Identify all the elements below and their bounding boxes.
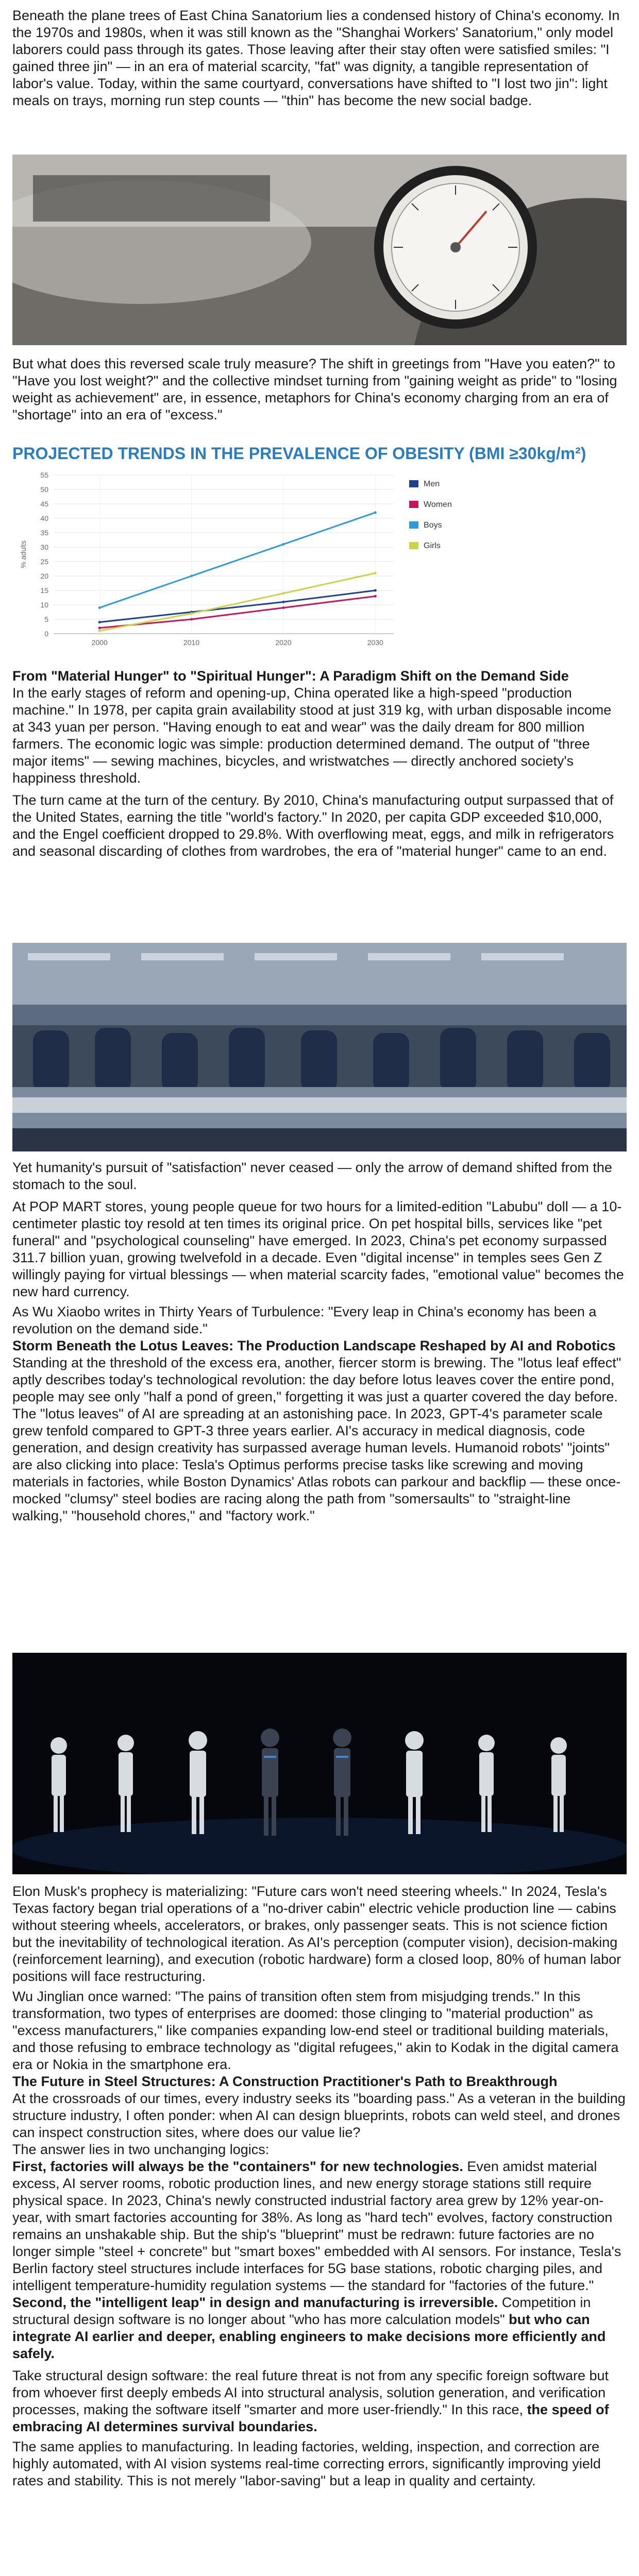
obesity-chart [12,443,627,659]
data-point-boys [190,575,193,578]
legend-swatch-girls [409,542,418,549]
chart-title: PROJECTED TRENDS IN THE PREVALENCE OF OBESITY (BMI ≥30kg/m²) [12,444,586,463]
data-point-men [282,601,284,603]
intro-paragraph: Beneath the plane trees of East China Sanatorium lies a condensed history of China's economy. In the 1970s and 1980s, when it was still known as the "Shanghai Workers' Sanatorium," only model laborers could pass through its gates. Those leaving after their stay often were satisfied smiles: "I gained three jin" — in an era of material scarcity, "fat" was dignity, a tangible representation of labor's value. Today, within the same courtyard, conversations have shifted to "I lost two jin": light meals on trays, morning run step counts — "thin" has become the new social badge. [12,8,620,108]
legend-swatch-boys [409,521,418,529]
legend-label-boys: Boys [424,521,442,530]
y-tick-label: 20 [40,572,48,580]
data-point-women [282,606,284,609]
data-point-women [190,618,193,621]
x-tick-label: 2020 [275,638,292,647]
heading-steel: The Future in Steel Structures: A Construction Practitioner's Path to Breakthrough [12,2074,558,2089]
y-tick-label: 5 [44,615,48,623]
data-point-boys [282,543,284,546]
data-point-men [98,621,101,623]
section-musk: Elon Musk's prophecy is materializing: "Future cars won't need steering wheels." In 2024, Tesla's Texas factory began trial operations of a "no-driver cabin" electric vehicle production line — cabins without steering wheels, accelerators, or brakes, only passenger seats. This is not science fiction but the inevitability of technological iteration. As AI's perception (computer vision), decision-making (reinforcement learning), and execution (robotic hardware) form a closed loop, 80% of human labor positions will face restructuring. Wu Jinglian once warned: "The pains of transition often stem from misjudging trends." In this transformation, two types of enterprises are doomed: those clinging to "material production" as "excess manufacturers," like companies expanding low-end steel or traditional building materials, and those refusing to embrace technology as "digital refugees," akin to Kodak in the digital camera era or Nokia in the smartphone era. The Future in Steel Structures: A Construction Practitioner's Path to Breakthrough At the crossroads of our times, every industry seeks its "boarding pass." As a veteran in the building structure industry, I often ponder: when AI can design blueprints, robots can weld steel, and drones can inspect construction sites, where does our value lie? The answer lies in two unchanging logics: First, factories will always be the "containers" for new technologies. Even amidst material excess, AI server rooms, robotic production lines, and new energy storage stations still require physical space. In 2023, China's newly constructed industrial factory area grew by 12% year-on-year, with smart factories accounting for 38%. As long as "hard tech" evolves, factory construction remains an unshakable ship. But the ship's "blueprint" must be redrawn: future factories are no longer simple "steel + concrete" but "smart boxes" embedded with AI sensors. For instance, Tesla's Berlin factory steel structures include interfaces for 5G base stations, robotic charging piles, and intelligent temperature-humidity regulation systems — the standard for "factories of the future." Second, the "intelligent leap" in design and manufacturing is irreversible. Competition in structural design software is no longer about "who has more calculation models" but who can integrate AI earlier and deeper, enabling engineers to make decisions more efficiently and safely. Take structural design software: the real future threat is not from any specific foreign software but from whoever first deeply embeds AI into structural analysis, solution generation, and verification processes, making the software itself "smarter and more user-friendly." In this race, the speed of embracing AI determines survival boundaries. The same applies to manufacturing. In leading factories, welding, inspection, and correction are highly automated, with AI vision systems real-time correcting errors, significantly improving yield rates and stability. This is not merely "labor-saving" but a leap in quality and certainty. [12,1883,627,2489]
legend-swatch-men [409,480,418,487]
measure-paragraph: But what does this reversed scale truly measure? The shift in greetings from "Have you eaten?" to "Have you lost weight?" and the collective mindset turning from "gaining weight as pride" to "losing weight as achievement" are, in essence, metaphors for China's economy charging from an era of "shortage" into an era of "excess." [12,356,617,422]
heading-demand: From "Material Hunger" to "Spiritual Hunger": A Paradigm Shift on the Demand Side [12,668,569,684]
data-point-girls [98,630,101,632]
y-tick-label: 40 [40,514,48,522]
humanoid-robots-photo [12,1653,627,1874]
y-axis-label: % adults [19,540,27,568]
data-point-boys [98,606,101,609]
y-tick-label: 55 [40,471,48,479]
series-line-men [99,590,375,622]
y-tick-label: 45 [40,500,48,508]
y-tick-label: 50 [40,485,48,494]
series-line-boys [99,513,375,608]
data-point-girls [190,612,193,615]
factory-workers-photo [12,943,627,1151]
x-tick-label: 2030 [367,638,383,647]
data-point-women [374,595,377,598]
data-point-boys [374,511,377,514]
data-point-girls [374,572,377,574]
y-tick-label: 15 [40,586,48,595]
obesity-line-chart [12,468,627,658]
y-tick-label: 25 [40,557,48,566]
data-point-men [374,589,377,592]
data-point-girls [282,592,284,595]
y-tick-label: 10 [40,601,48,609]
y-tick-label: 30 [40,543,48,551]
y-tick-label: 0 [44,630,48,638]
legend-label-men: Men [424,480,440,488]
legend-label-women: Women [424,500,452,509]
section-demand: From "Material Hunger" to "Spiritual Hunger": A Paradigm Shift on the Demand Side In the early stages of reform and opening-up, China operated like a high-speed "production machine." In 1978, per capita grain availability stood at just 319 kg, with urban disposable income at 343 yuan per person. "Having enough to eat and wear" was the daily dream for 800 million farmers. The economic logic was simple: production determined demand. The output of "three major items" — sewing machines, bicycles, and wristwatches — directly anchored society's happiness threshold. The turn came at the turn of the century. By 2010, China's manufacturing output surpassed that of the United States, earning the title "world's factory." In 2020, per capita GDP exceeded $10,000, and the Engel coefficient dropped to 29.8%. With overflowing meat, eggs, and milk in refrigerators and seasonal discarding of clothes from wardrobes, the era of "material hunger" came to an end. [12,668,627,860]
scale-photo [12,155,627,345]
data-point-women [98,626,101,629]
heading-ai: Storm Beneath the Lotus Leaves: The Production Landscape Reshaped by AI and Robotics [12,1338,616,1353]
x-tick-label: 2010 [183,638,200,647]
section-satisfaction: Yet humanity's pursuit of "satisfaction" never ceased — only the arrow of demand shifted from the stomach to the soul. At POP MART stores, young people queue for two hours for a limited-edition "Labubu" doll — a 10-centimeter plastic toy resold at ten times its original price. On pet hospital bills, services like "pet funeral" and "psychological counseling" have emerged. In 2023, China's pet economy surpassed 311.7 billion yuan, growing twelvefold in a decade. Even "digital incense" in temples sees Gen Z willingly paying for virtual blessings — when material scarcity fades, "emotional value" becomes the new hard currency. As Wu Xiaobo writes in Thirty Years of Turbulence: "Every leap in China's economy has been a revolution on the demand side." Storm Beneath the Lotus Leaves: The Production Landscape Reshaped by AI and Robotics Standing at the threshold of the excess era, another, fiercer storm is brewing. The "lotus leaf effect" aptly describes today's technological revolution: the day before lotus leaves cover the entire pond, people may see only "half a pond of green," forgetting it was just a quarter covered the day before. The "lotus leaves" of AI are spreading at an astonishing pace. In 2023, GPT-4's parameter scale grew tenfold compared to GPT-3 three years earlier. AI's accuracy in medical diagnosis, code generation, and design creativity has surpassed average human levels. Humanoid robots' "joints" are also clicking into place: Tesla's Optimus performs precise tasks like screwing and moving materials in factories, while Boston Dynamics' Atlas robots can parkour and backflip — these once-mocked "clumsy" steel bodies are racing along the path from "somersaults" to "straight-line walking," "household chores," and "factory work." [12,1159,627,1524]
y-tick-label: 35 [40,529,48,537]
legend-label-girls: Girls [424,541,441,550]
legend-swatch-women [409,501,418,508]
x-tick-label: 2000 [91,638,108,647]
